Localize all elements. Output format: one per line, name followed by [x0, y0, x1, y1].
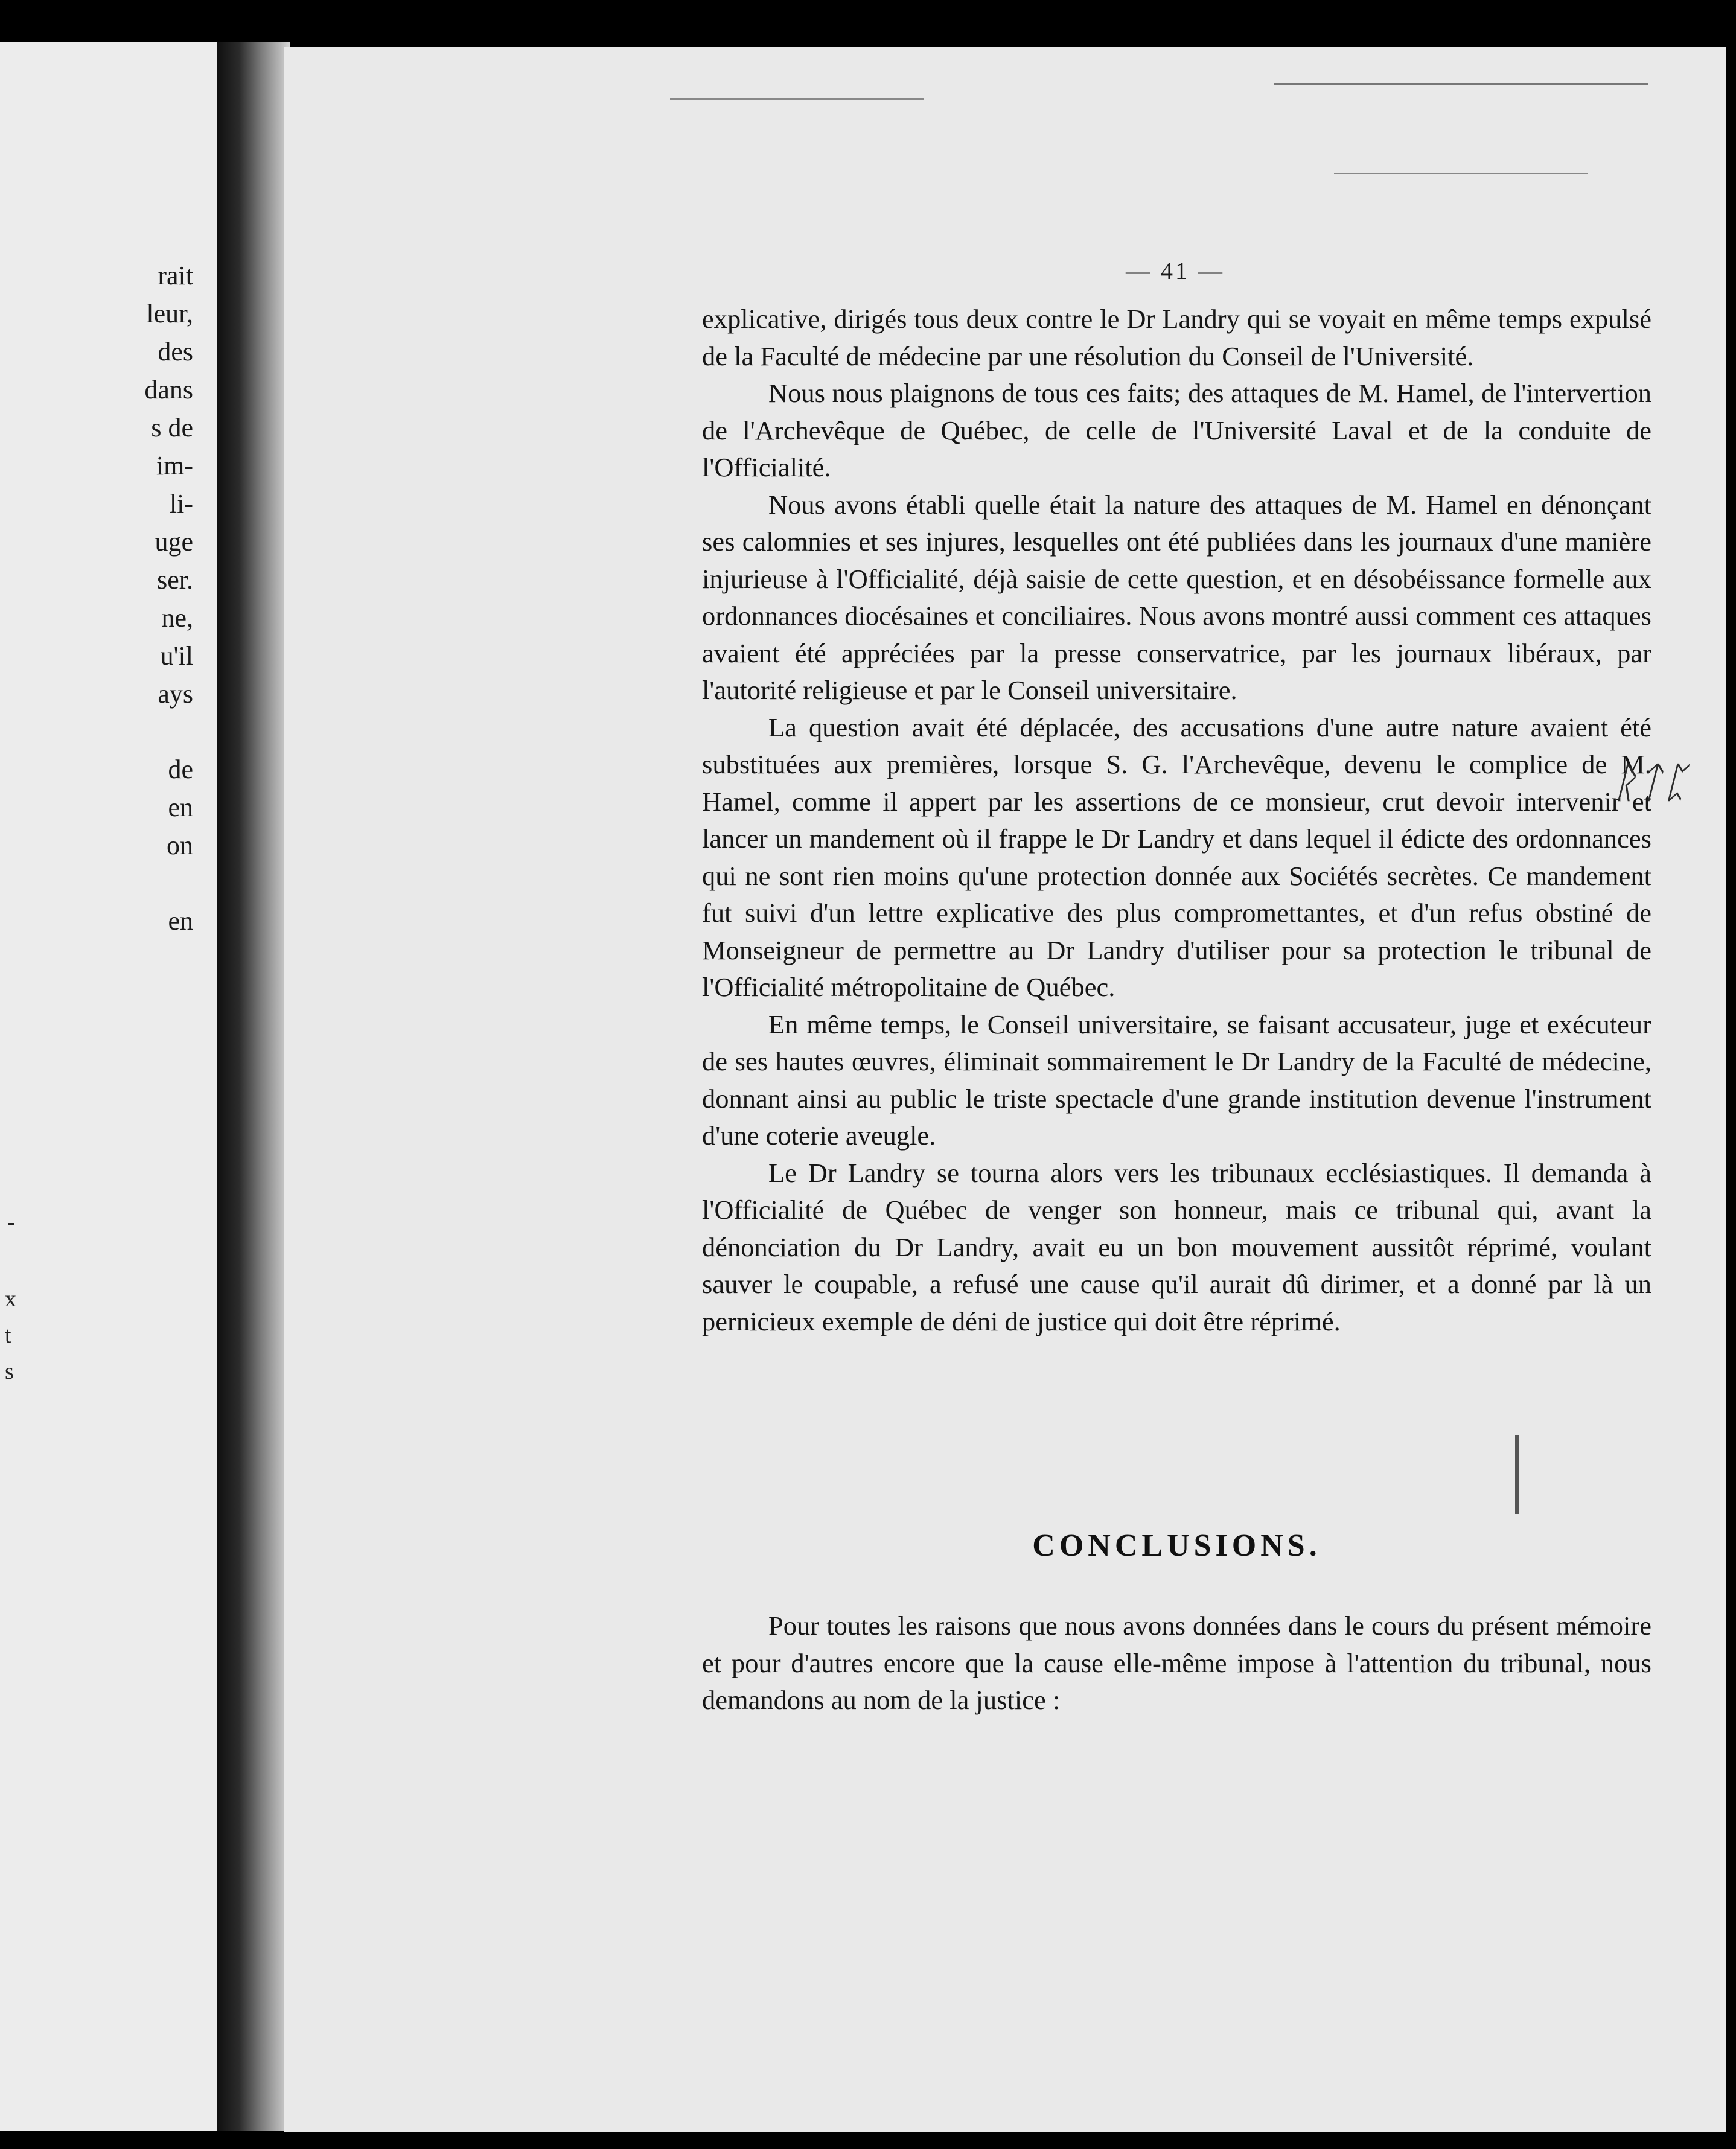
fragment-line: leur, [146, 299, 193, 328]
paragraph: Pour toutes les raisons que nous avons données dans le cours du présent mémoire et pour d'autres encore que la cause elle-même impose à l'attention du tribunal, nous demandons au nom de la justice : [702, 1611, 1651, 1715]
fragment-line: u'il [160, 641, 193, 671]
page-number: — 41 — [1126, 257, 1225, 284]
edge-mark: s [5, 1359, 14, 1384]
scan-rule [1274, 83, 1648, 85]
fragment-line: li- [169, 489, 193, 519]
handwritten-margin-annotation [1612, 759, 1688, 808]
edge-mark: t [5, 1323, 11, 1348]
scan-rule [1334, 173, 1588, 174]
paragraph: En même temps, le Conseil universitaire, se faisant accusateur, juge et exécuteur de ses hautes œuvres, éliminait sommairement le Dr Landry de la Faculté de médecine, donnant ainsi au public le triste spectacle d'une grande institution devenue l'instrument d'une coterie aveugle. [702, 1009, 1651, 1151]
edge-mark: - [7, 1208, 16, 1235]
fragment-line: on [167, 831, 193, 860]
main-page [284, 47, 1726, 2132]
book-gutter-shadow [217, 42, 290, 2131]
fragment-line: dans [144, 375, 193, 404]
paragraph: Nous nous plaignons de tous ces faits; des attaques de M. Hamel, de l'intervertion de l'Archevêque de Québec, de celle de l'Université Laval et de la conduite de l'Officialité. [702, 378, 1651, 482]
page-content [284, 47, 1726, 2132]
section-heading: CONCLUSIONS. [1032, 1528, 1321, 1563]
fragment-line: en [168, 793, 193, 822]
fragment-line: ser. [157, 565, 193, 595]
paragraph: Nous avons établi quelle était la nature des attaques de M. Hamel en dénonçant ses calomnies et ses injures, lesquelles ont été publiées dans les journaux d'une manière injurieuse à l'Officialité, déjà saisie de cette question, et en désobéissance formelle aux ordonnances diocésaines et conciliaires. Nous avons montré aussi comment ces attaques avaient été appréciées par la presse conservatrice, par les journaux libéraux, par l'autorité religieuse et par le Conseil universitaire. [702, 489, 1651, 705]
fragment-line: uge [155, 527, 193, 557]
edge-mark: x [5, 1286, 16, 1312]
scan-streak [1515, 1435, 1519, 1514]
previous-page-fragment [0, 42, 217, 2131]
fragment-line: im- [156, 451, 193, 481]
fragment-line: s de [151, 413, 193, 442]
fragment-line: en [168, 906, 193, 936]
fragment-line: de [168, 755, 193, 784]
body-text [702, 301, 1651, 1340]
fragment-line: ays [158, 679, 193, 709]
paragraph: explicative, dirigés tous deux contre le Dr Landry qui se voyait en même temps expulsé de la Faculté de médecine par une résolution du Conseil de l'Université. [702, 304, 1651, 371]
fragment-column-upper [144, 257, 193, 940]
paragraph: La question avait été déplacée, des accusations d'une autre nature avaient été substituées aux premières, lorsque S. G. l'Archevêque, devenu le complice de M. Hamel, comme il appert par les assertions de ce monsieur, crut devoir intervenir et lancer un mandement où il frappe le Dr Landry et dans lequel il édicte des ordonnances qui ne sont rien moins qu'une protection donnée aux Sociétés secrètes. Ce mandement fut suivi d'un lettre explicative des plus compromettantes, et d'un refus obstiné de Monseigneur de permettre au Dr Landry d'utiliser pour sa protection le tribunal de l'Officialité métropolitaine de Québec. [702, 712, 1651, 1002]
fragment-line: des [158, 337, 193, 366]
scan-rule [670, 98, 924, 100]
fragment-line: ne, [161, 603, 193, 633]
paragraph: Le Dr Landry se tourna alors vers les tribunaux ecclésiastiques. Il demanda à l'Officialité de Québec de venger son honneur, mais ce tribunal qui, avant la dénonciation du Dr Landry, avait eu un bon mouvement aussitôt réprimé, voulant sauver le coupable, a refusé une cause qu'il aurait dû dirimer, et a donné par là un pernicieux exemple de déni de justice qui doit être réprimé. [702, 1157, 1651, 1336]
conclusion-text [702, 1608, 1651, 1719]
annotation-text: ᚱᛏᛈ [1612, 760, 1688, 806]
fragment-line: rait [158, 261, 193, 290]
